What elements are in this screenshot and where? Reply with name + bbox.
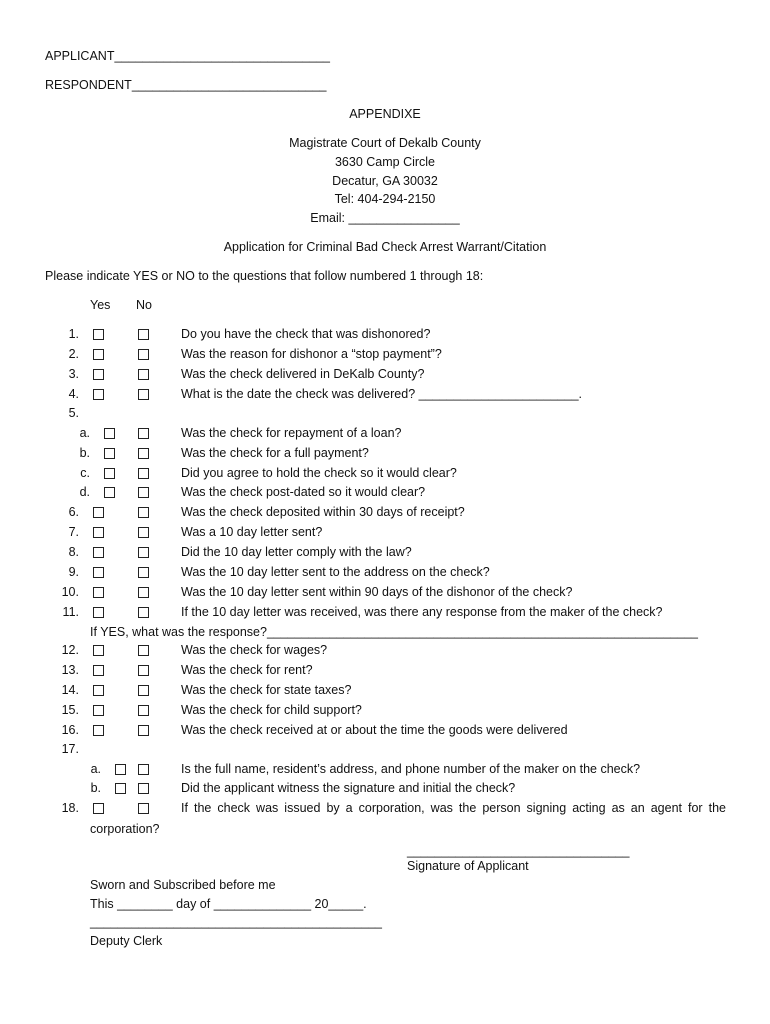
- question-row: [0, 367, 770, 383]
- question-row: [0, 525, 770, 541]
- question-row: [0, 426, 770, 442]
- yes-checkbox[interactable]: [93, 567, 104, 578]
- yes-checkbox[interactable]: [93, 645, 104, 656]
- question-number: 3.: [68, 367, 79, 381]
- sworn-statement: Sworn and Subscribed before me: [90, 878, 276, 892]
- question-text: Did you agree to hold the check so it would clear?: [181, 466, 457, 480]
- q18-continuation: corporation?: [90, 822, 160, 836]
- yes-checkbox[interactable]: [93, 665, 104, 676]
- no-checkbox[interactable]: [138, 507, 149, 518]
- no-checkbox[interactable]: [138, 369, 149, 380]
- yes-checkbox[interactable]: [93, 547, 104, 558]
- no-column-header: No: [136, 298, 152, 312]
- court-name: Magistrate Court of Dekalb County: [289, 136, 481, 150]
- question-number: c.: [80, 466, 90, 480]
- question-row: [0, 406, 770, 422]
- yes-checkbox[interactable]: [93, 507, 104, 518]
- question-row: [0, 347, 770, 363]
- question-text: If the 10 day letter was received, was there any response from the maker of the check?: [181, 605, 663, 619]
- no-checkbox[interactable]: [138, 567, 149, 578]
- question-number: a.: [90, 762, 101, 776]
- yes-checkbox[interactable]: [104, 487, 115, 498]
- clerk-signature-line[interactable]: __________________________________________: [90, 915, 382, 929]
- respondent-field[interactable]: RESPONDENT____________________________: [45, 78, 327, 92]
- question-row: [0, 485, 770, 501]
- yes-checkbox[interactable]: [93, 389, 104, 400]
- q11-response-line[interactable]: If YES, what was the response?______________________________________________________________: [90, 625, 698, 639]
- question-text: Was the check post-dated so it would clear?: [181, 485, 426, 499]
- question-number: 14.: [61, 683, 79, 697]
- question-number: 4.: [68, 387, 79, 401]
- question-text: Was the check received at or about the time the goods were delivered: [181, 723, 568, 737]
- no-checkbox[interactable]: [138, 803, 149, 814]
- no-checkbox[interactable]: [138, 685, 149, 696]
- question-number: 12.: [61, 643, 79, 657]
- question-text: Was the check for wages?: [181, 643, 328, 657]
- question-text: What is the date the check was delivered? _______________________.: [181, 387, 582, 401]
- question-row: [0, 327, 770, 343]
- no-checkbox[interactable]: [138, 764, 149, 775]
- question-number: 2.: [68, 347, 79, 361]
- sworn-date-line[interactable]: This ________ day of ______________ 20_____.: [90, 897, 367, 911]
- yes-checkbox[interactable]: [93, 587, 104, 598]
- no-checkbox[interactable]: [138, 725, 149, 736]
- question-text: Was the check for state taxes?: [181, 683, 352, 697]
- yes-checkbox[interactable]: [93, 369, 104, 380]
- question-row: [0, 387, 770, 403]
- question-number: 1.: [68, 327, 79, 341]
- question-row: [0, 742, 770, 758]
- yes-checkbox[interactable]: [93, 329, 104, 340]
- court-phone: Tel: 404-294-2150: [334, 192, 436, 206]
- question-number: 9.: [68, 565, 79, 579]
- question-number: 7.: [68, 525, 79, 539]
- yes-checkbox[interactable]: [93, 607, 104, 618]
- no-checkbox[interactable]: [138, 448, 149, 459]
- question-row: [0, 545, 770, 561]
- question-row: [0, 762, 770, 778]
- no-checkbox[interactable]: [138, 665, 149, 676]
- no-checkbox[interactable]: [138, 527, 149, 538]
- no-checkbox[interactable]: [138, 428, 149, 439]
- question-text: If the check was issued by a corporation, was the person signing acting as an agent for the: [181, 801, 726, 815]
- appendix-title: APPENDIXE: [349, 107, 421, 121]
- yes-checkbox[interactable]: [115, 764, 126, 775]
- question-number: 13.: [61, 663, 79, 677]
- no-checkbox[interactable]: [138, 607, 149, 618]
- question-number: 15.: [61, 703, 79, 717]
- question-text: Was a 10 day letter sent?: [181, 525, 323, 539]
- question-row: [0, 605, 770, 621]
- no-checkbox[interactable]: [138, 468, 149, 479]
- question-number: a.: [79, 426, 90, 440]
- no-checkbox[interactable]: [138, 329, 149, 340]
- instructions: Please indicate YES or NO to the questions that follow numbered 1 through 18:: [45, 269, 484, 283]
- question-row: [0, 663, 770, 679]
- deputy-clerk-label: Deputy Clerk: [90, 934, 163, 948]
- question-number: 17.: [61, 742, 79, 756]
- yes-checkbox[interactable]: [93, 725, 104, 736]
- yes-checkbox[interactable]: [93, 349, 104, 360]
- question-text: Is the full name, resident’s address, and phone number of the maker on the check?: [181, 762, 641, 776]
- applicant-field[interactable]: APPLICANT_______________________________: [45, 49, 330, 63]
- yes-checkbox[interactable]: [93, 803, 104, 814]
- question-text: Was the check for a full payment?: [181, 446, 369, 460]
- question-text: Was the check for rent?: [181, 663, 313, 677]
- question-text: Did the 10 day letter comply with the law?: [181, 545, 412, 559]
- question-text: Was the check delivered in DeKalb County?: [181, 367, 425, 381]
- signature-line[interactable]: ________________________________: [407, 844, 630, 858]
- no-checkbox[interactable]: [138, 349, 149, 360]
- no-checkbox[interactable]: [138, 587, 149, 598]
- question-number: b.: [90, 781, 101, 795]
- form-title: Application for Criminal Bad Check Arrest Warrant/Citation: [223, 240, 547, 254]
- yes-checkbox[interactable]: [115, 783, 126, 794]
- question-row: [0, 781, 770, 797]
- no-checkbox[interactable]: [138, 645, 149, 656]
- question-number: 16.: [61, 723, 79, 737]
- question-row: [0, 505, 770, 521]
- question-row: [0, 466, 770, 482]
- question-number: 10.: [61, 585, 79, 599]
- question-text: Do you have the check that was dishonored?: [181, 327, 431, 341]
- question-text: Was the 10 day letter sent within 90 days of the dishonor of the check?: [181, 585, 573, 599]
- question-number: 6.: [68, 505, 79, 519]
- question-text: Was the 10 day letter sent to the address on the check?: [181, 565, 490, 579]
- question-text: Was the check for repayment of a loan?: [181, 426, 402, 440]
- signature-label: Signature of Applicant: [407, 859, 529, 873]
- court-address-city: Decatur, GA 30032: [332, 174, 438, 188]
- question-row: [0, 565, 770, 581]
- question-text: Did the applicant witness the signature and initial the check?: [181, 781, 516, 795]
- question-row: [0, 683, 770, 699]
- question-row: [0, 585, 770, 601]
- question-number: b.: [79, 446, 90, 460]
- question-row: [0, 446, 770, 462]
- court-address-street: 3630 Camp Circle: [334, 155, 436, 169]
- question-row: [0, 703, 770, 719]
- no-checkbox[interactable]: [138, 547, 149, 558]
- yes-checkbox[interactable]: [104, 448, 115, 459]
- question-number: 18.: [61, 801, 79, 815]
- yes-checkbox[interactable]: [93, 705, 104, 716]
- yes-checkbox[interactable]: [104, 428, 115, 439]
- question-row: [0, 643, 770, 659]
- yes-column-header: Yes: [90, 298, 111, 312]
- question-row: [0, 723, 770, 739]
- no-checkbox[interactable]: [138, 705, 149, 716]
- yes-checkbox[interactable]: [93, 527, 104, 538]
- question-number: 11.: [62, 605, 79, 619]
- question-number: 5.: [68, 406, 79, 420]
- question-number: 8.: [68, 545, 79, 559]
- no-checkbox[interactable]: [138, 487, 149, 498]
- question-row: [0, 801, 770, 817]
- no-checkbox[interactable]: [138, 389, 149, 400]
- question-text: Was the reason for dishonor a “stop payment”?: [181, 347, 442, 361]
- court-email[interactable]: Email: ________________: [310, 211, 460, 225]
- question-number: d.: [79, 485, 90, 499]
- question-text: Was the check deposited within 30 days of receipt?: [181, 505, 465, 519]
- no-checkbox[interactable]: [138, 783, 149, 794]
- question-text: Was the check for child support?: [181, 703, 362, 717]
- yes-checkbox[interactable]: [104, 468, 115, 479]
- yes-checkbox[interactable]: [93, 685, 104, 696]
